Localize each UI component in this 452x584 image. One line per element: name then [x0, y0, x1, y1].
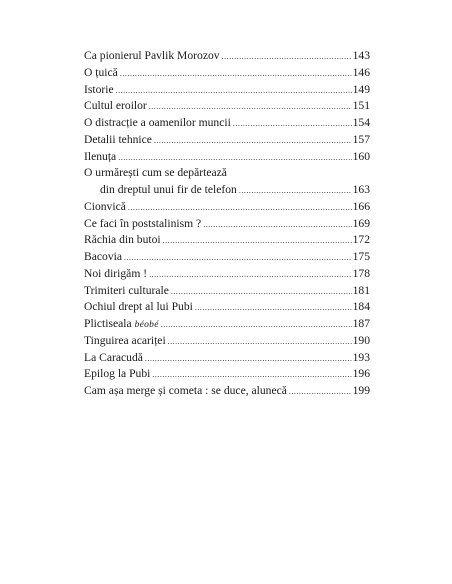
toc-entry-title-prefix: Plictiseala — [84, 317, 135, 330]
toc-entry-continuation[interactable] — [84, 182, 370, 199]
toc-entry-page: 149 — [352, 82, 370, 96]
toc-entry[interactable] — [84, 316, 370, 333]
dot-leader — [222, 49, 352, 66]
dot-leader — [118, 150, 351, 167]
toc-entry-page: 193 — [352, 350, 370, 364]
toc-entry-title: Epilog la Pubi — [84, 367, 151, 381]
toc-entry-title: Cultul eroilor — [84, 99, 147, 113]
toc-entry[interactable] — [84, 165, 370, 182]
dot-leader — [289, 384, 352, 401]
toc-entry-page: 154 — [352, 116, 370, 129]
toc-entry-page: 160 — [352, 149, 370, 163]
toc-entry-title: Bacovia — [84, 250, 122, 263]
dot-leader — [171, 284, 352, 301]
toc-entry-title: O țuică — [84, 65, 118, 79]
toc-entry-title: Noi dirigăm ! — [84, 266, 148, 280]
dot-leader — [124, 250, 352, 267]
toc-entry[interactable] — [84, 65, 370, 82]
toc-entry[interactable] — [84, 149, 370, 166]
dot-leader — [149, 99, 352, 116]
toc-entry-page: 187 — [352, 317, 370, 330]
toc-entry-title: Istorie — [84, 82, 114, 96]
dot-leader — [239, 183, 352, 200]
toc-entry-page: 163 — [352, 183, 370, 196]
dot-leader — [233, 116, 352, 133]
toc-entry-page: 181 — [352, 283, 370, 297]
toc-entry[interactable] — [84, 132, 370, 149]
toc-entry[interactable] — [84, 232, 370, 249]
toc-entry-page: 146 — [352, 65, 370, 79]
toc-entry-title: Ca pionierul Pavlik Morozov — [84, 49, 220, 62]
toc-entry-title: Ce faci în poststalinism ? — [84, 216, 202, 230]
toc-entry-page: 190 — [352, 333, 370, 347]
toc-entry-title — [84, 316, 159, 334]
toc-entry-title: Cam așa merge și cometa : se duce, alunecă — [84, 384, 287, 397]
toc-entry-page: 184 — [352, 300, 370, 314]
toc-entry-title: O distracție a oamenilor muncii — [84, 116, 231, 129]
dot-leader — [203, 217, 351, 234]
toc-entry-title: La Caracudă — [84, 350, 143, 364]
toc-entry-page: 175 — [352, 250, 370, 263]
toc-entry-page: 169 — [352, 216, 370, 230]
toc-entry[interactable] — [84, 283, 370, 300]
toc-entry[interactable] — [84, 82, 370, 99]
toc-entry-title: O urmărești cum se depărtează — [84, 166, 227, 180]
toc-entry-title: Ochiul drept al lui Pubi — [84, 300, 193, 314]
toc-entry[interactable] — [84, 48, 370, 65]
dot-leader — [168, 334, 352, 351]
table-of-contents — [84, 48, 370, 400]
dot-leader — [195, 300, 352, 317]
toc-entry-title: Răchia din butoi — [84, 233, 161, 247]
dot-leader — [120, 66, 352, 83]
toc-entry-page: 143 — [352, 49, 370, 62]
toc-entry[interactable] — [84, 383, 370, 400]
toc-entry[interactable] — [84, 366, 370, 383]
toc-entry[interactable] — [84, 249, 370, 266]
toc-entry[interactable] — [84, 266, 370, 283]
toc-entry-title: din dreptul unui fir de telefon — [100, 183, 237, 196]
toc-entry-page: 199 — [352, 384, 370, 397]
toc-entry[interactable] — [84, 333, 370, 350]
dot-leader — [128, 200, 352, 217]
dot-leader — [145, 351, 352, 368]
toc-entry-title-emphasis: béobé — [134, 320, 159, 330]
toc-entry-page: 151 — [352, 99, 370, 113]
toc-entry-title: Tinguirea acariței — [84, 333, 166, 347]
toc-entry-page: 178 — [352, 266, 370, 280]
dot-leader — [152, 367, 351, 384]
toc-entry[interactable] — [84, 350, 370, 367]
toc-entry[interactable] — [84, 216, 370, 233]
dot-leader — [149, 267, 352, 284]
toc-entry-title: Trimiteri culturale — [84, 283, 169, 297]
toc-entry[interactable] — [84, 115, 370, 132]
toc-entry-page: 196 — [352, 367, 370, 381]
toc-entry[interactable] — [84, 98, 370, 115]
toc-entry[interactable] — [84, 199, 370, 216]
toc-entry-page: 157 — [352, 132, 370, 146]
dot-leader — [116, 83, 352, 100]
dot-leader — [161, 317, 352, 334]
toc-entry-page: 172 — [352, 233, 370, 247]
toc-entry-page: 166 — [352, 199, 370, 213]
toc-entry[interactable] — [84, 299, 370, 316]
toc-entry-title: Cionvică — [84, 199, 126, 213]
toc-entry-title: Ilenuța — [84, 149, 117, 163]
toc-entry-title: Detalii tehnice — [84, 132, 152, 146]
dot-leader — [154, 133, 352, 150]
dot-leader — [163, 233, 352, 250]
